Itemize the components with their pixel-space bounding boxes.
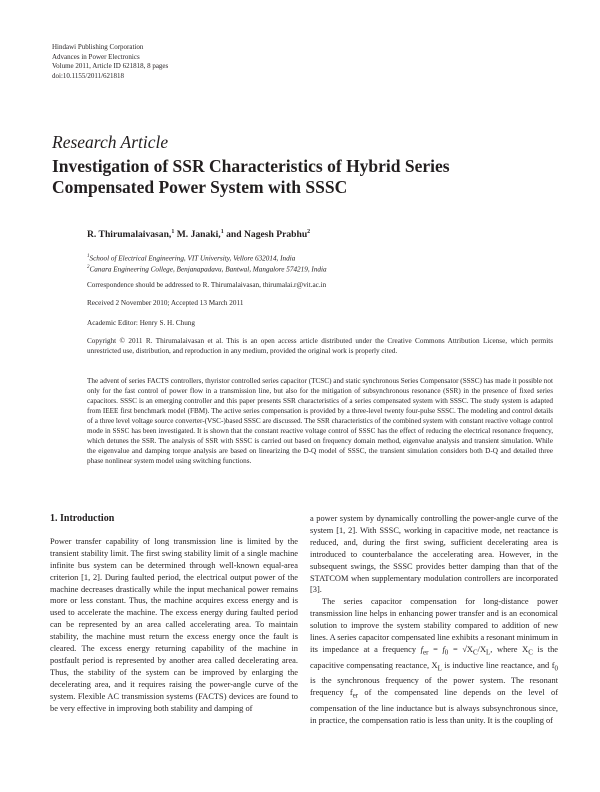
text-run: is the capacitive compensating reactance, X	[310, 644, 558, 670]
affiliation-text: Canara Engineering College, Benjanapadavu, Bantwal, Mangalore 574219, India	[89, 265, 327, 274]
right-column	[310, 513, 558, 726]
text-run: is the synchronous frequency of the power system. The resonant frequency f	[310, 676, 558, 698]
affiliation	[87, 263, 553, 274]
volume-info: Volume 2011, Article ID 621818, 8 pages	[52, 62, 169, 70]
academic-editor: Academic Editor: Henry S. H. Chung	[87, 319, 195, 327]
author-name: M. Janaki,	[174, 229, 221, 241]
author-affiliation-mark: 1	[220, 229, 224, 235]
text-run: = √X	[448, 644, 473, 654]
paper-title: Investigation of SSR Characteristics of Hybrid Series Compensated Power System with SSSC	[52, 156, 450, 197]
body-paragraph: a power system by dynamically controlling the power-angle curve of the system [1, 2]. With SSSC, working in capacitive mode, net reactance is reduced, and, during the first swing, sufficient decelerating area is introduced to counterbalance the accelerating area. However, in the subsequent swings, the SSSC provides better damping than that of the STATCOM when supplementary modulation controllers are incorporated [3].	[310, 514, 558, 595]
body-paragraph	[310, 596, 558, 726]
math-subscript: er	[423, 648, 429, 657]
text-run: =	[428, 644, 443, 654]
math-subscript: L	[486, 648, 491, 657]
math-subscript: L	[437, 664, 442, 673]
received-dates: Received 2 November 2010; Accepted 13 March 2011	[87, 299, 244, 307]
correspondence: Correspondence should be addressed to R. Thirumalaivasan, thirumalai.r@vit.ac.in	[87, 281, 327, 289]
math-subscript: C	[472, 648, 478, 657]
text-run: of the compensated line depends on the level of compensation of the line inductance but is always subsynchronous since, in practice, the compensation ratio is less than unity. It is the coupling of	[310, 688, 558, 725]
author-affiliation-mark: 1	[171, 229, 175, 235]
abstract: The advent of series FACTS controllers, thyristor controlled series capacitor (TCSC) and static synchronous Series Compensator (SSSC) has made it possible not only for the fast control of power flow in a transmission line, but also for the mitigation of subsynchronous resonance (SSR) in the presence of fixed series capacitors. SSSC is an emerging controller and this paper presents SSR characteristics of a series compensated system with SSSC. The study system is adapted from IEEE first benchmark model (FBM). The active series compensation is provided by a three-level twenty four-pulse SSSC. The modeling and control details of a three level voltage source converter-(VSC-)based SSSC are discussed. The SSR characteristics of the combined system with constant reactive voltage control mode in SSSC has been investigated. It is shown that the constant reactive voltage control of SSSC has the effect of reducing the electrical resonance frequency, which detunes the SSR. The analysis of SSR with SSSC is carried out based on frequency domain method, eigenvalue analysis and transient simulation. While the eigenvalue and damping torque analysis are based on linearizing the D-Q model of SSSC, the transient simulation considers both D-Q and detailed three phase nonlinear system model using switching functions.	[87, 377, 553, 466]
author-name: R. Thirumalaivasan,	[87, 229, 172, 241]
math-subscript: 0	[444, 648, 449, 657]
math-symbol: f	[442, 644, 445, 654]
math-subscript: er	[352, 691, 359, 700]
journal-name: Advances in Power Electronics	[52, 52, 140, 61]
author-affiliation-mark: 2	[307, 229, 311, 235]
journal-header	[52, 43, 168, 81]
doi: doi:10.1155/2011/621818	[52, 71, 125, 80]
text-run: The series capacitor compensation for long-distance power transmission line helps in enhancing power transfer and is an economical solution to improve the system stability compared to addition of new lines. A series capacitor compensated line exhibits a resonant minimum in its impedance at a frequency	[310, 597, 558, 654]
affiliations	[87, 252, 553, 275]
author-name: and Nagesh Prabhu	[223, 229, 308, 241]
math-subscript: 0	[554, 664, 558, 673]
left-column	[50, 513, 298, 715]
math-subscript: C	[528, 648, 533, 657]
article-type: Research Article	[52, 132, 169, 152]
affiliation-mark: 1	[87, 254, 90, 259]
affiliation	[87, 252, 553, 263]
text-run: , where X	[490, 644, 529, 654]
body-paragraph: Power transfer capability of long transmission line is limited by the transient stability limit. The first swing stability limit of a single machine infinite bus system can be determined through well-known equal-area criterion [1, 2]. During faulted period, the electrical output power of the machine decreases drastically while the input mechanical power remains more or less constant. Thus, the machine acquires excess energy and is used to accelerate the machine. The excess energy during faulted period can be represented by an area called accelerating area. To maintain stability, the machine must return the excess energy once the fault is cleared. The excess energy returning capability of the machine in postfault period is represented by another area called decelerating area. Thus, the stability of the system can be improved by enlarging the decelerating area, and it requires raising the power-angle curve of the system. Flexible AC transmission systems (FACTS) devices are found to be very effective in improving both stability and damping of	[50, 536, 298, 713]
text-run: /X	[477, 644, 487, 654]
section-heading: 1. Introduction	[50, 513, 115, 524]
text-run: is inductive line reactance, and f	[441, 660, 555, 670]
copyright-notice: Copyright © 2011 R. Thirumalaivasan et al. This is an open access article distributed under the Creative Commons Attribution License, which permits unrestricted use, distribution, and reproduction in any medium, provided the original work is properly cited.	[87, 337, 553, 355]
affiliation-mark: 2	[87, 265, 90, 271]
author-list	[87, 229, 310, 240]
math-symbol: f	[420, 644, 423, 654]
affiliation-text: School of Electrical Engineering, VIT University, Vellore 632014, India	[89, 254, 296, 263]
publisher: Hindawi Publishing Corporation	[52, 43, 144, 51]
